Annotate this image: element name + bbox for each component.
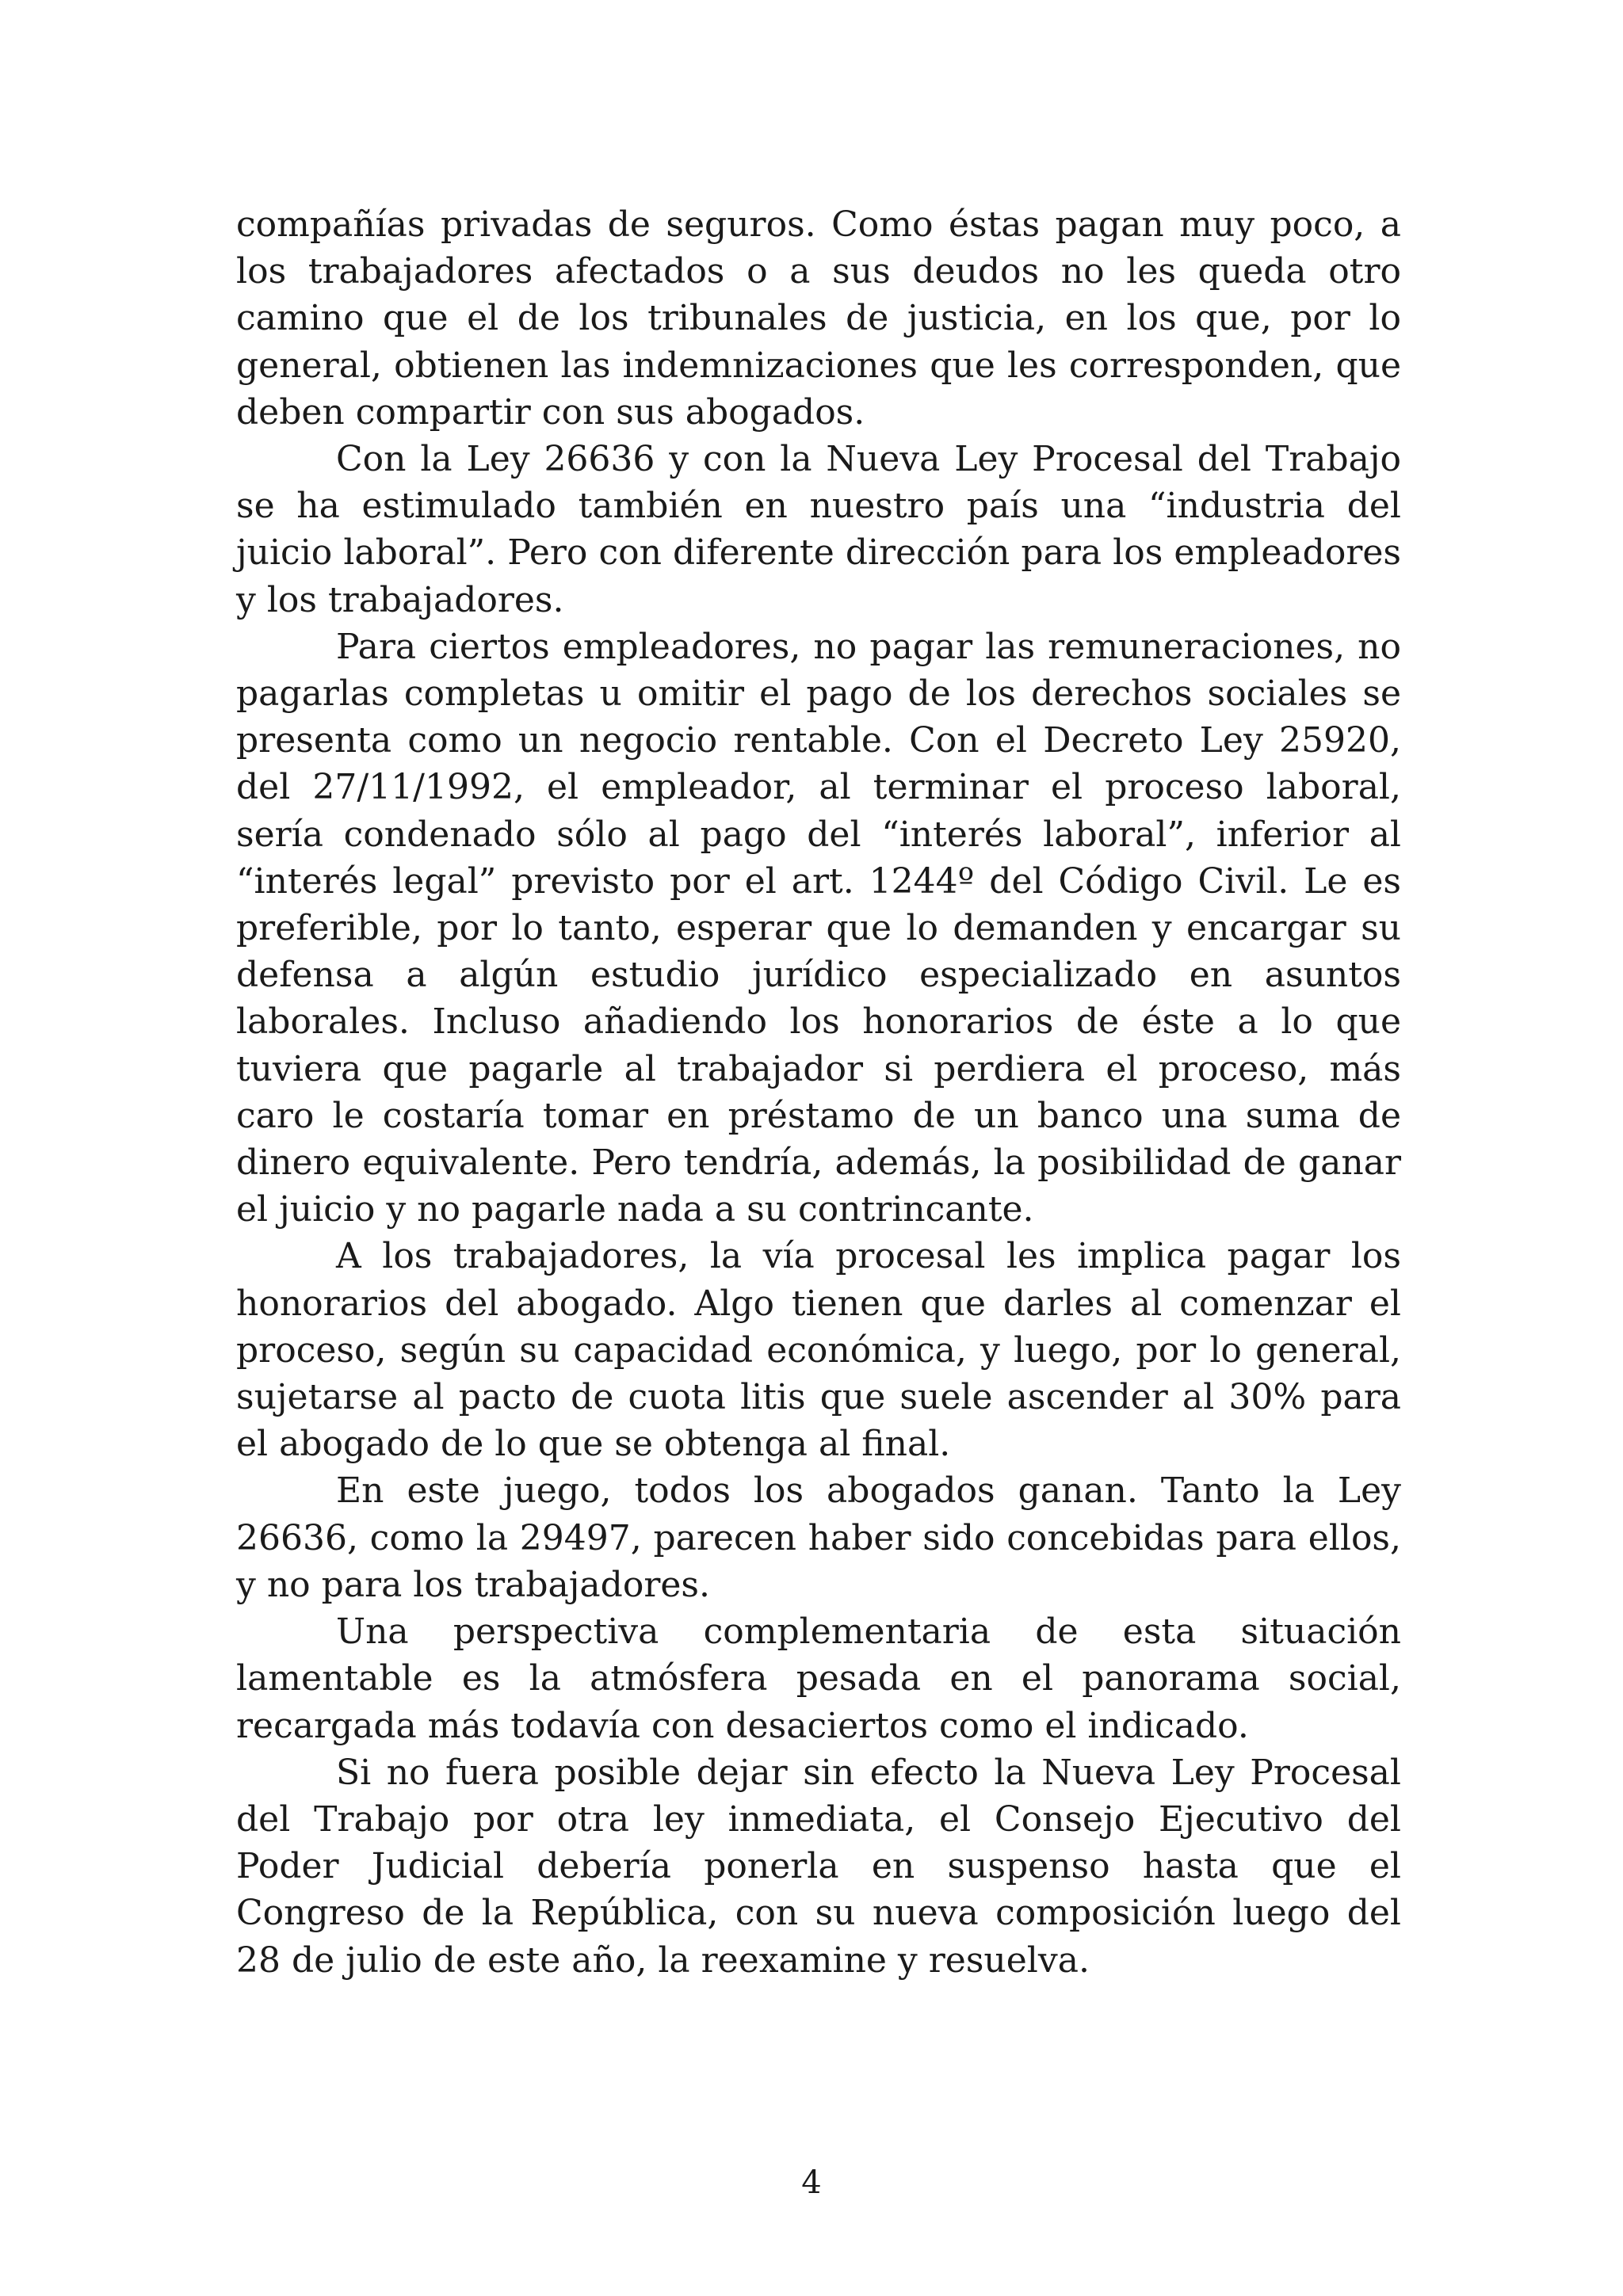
paragraph-3: Para ciertos empleadores, no pagar las remuneraciones, no pagarlas completas u omitir el pago de los derechos sociales se presenta como un negocio rentable. Con el Decreto Ley 25920, del 27/11/1992, el empleador, al terminar el proceso laboral, sería condenado sólo al pago del “interés laboral”, inferior al “interés legal” previsto por el art. 1244º del Código Civil. Le es preferible, por lo tanto, esperar que lo demanden y encargar su defensa a algún estudio jurídico especializado en asuntos laborales. Incluso añadiendo los honorarios de éste a lo que tuviera que pagarle al trabajador si perdiera el proceso, más caro le costaría tomar en préstamo de un banco una suma de dinero equivalente. Pero tendría, además, la posibilidad de ganar el juicio y no pagarle nada a su contrincante.	[236, 626, 1401, 1230]
paragraph-5: En este juego, todos los abogados ganan. Tanto la Ley 26636, como la 29497, parecen haber sido concebidas para ellos, y no para los trabajadores.	[236, 1470, 1401, 1605]
paragraph-4: A los trabajadores, la vía procesal les implica pagar los honorarios del abogado. Algo tienen que darles al comenzar el proceso, según su capacidad económica, y luego, por lo general, sujetarse al pacto de cuota litis que suele ascender al 30% para el abogado de lo que se obtenga al final.	[236, 1236, 1401, 1465]
document-body	[236, 201, 1401, 1984]
paragraph-7: Si no fuera posible dejar sin efecto la Nueva Ley Procesal del Trabajo por otra ley inmediata, el Consejo Ejecutivo del Poder Judicial debería ponerla en suspenso hasta que el Congreso de la República, con su nueva composición luego del 28 de julio de este año, la reexamine y resuelva.	[236, 1752, 1401, 1981]
paragraph-2: Con la Ley 26636 y con la Nueva Ley Procesal del Trabajo se ha estimulado también en nuestro país una “industria del juicio laboral”. Pero con diferente dirección para los empleadores y los trabajadores.	[236, 439, 1401, 620]
paragraph-6: Una perspectiva complementaria de esta situación lamentable es la atmósfera pesada en el panorama social, recargada más todavía con desaciertos como el indicado.	[236, 1611, 1401, 1746]
paragraph-1: compañías privadas de seguros. Como éstas pagan muy poco, a los trabajadores afectados o a sus deudos no les queda otro camino que el de los tribunales de justicia, en los que, por lo general, obtienen las indemnizaciones que les corresponden, que deben compartir con sus abogados.	[236, 204, 1401, 433]
page-number: 4	[801, 2164, 822, 2201]
